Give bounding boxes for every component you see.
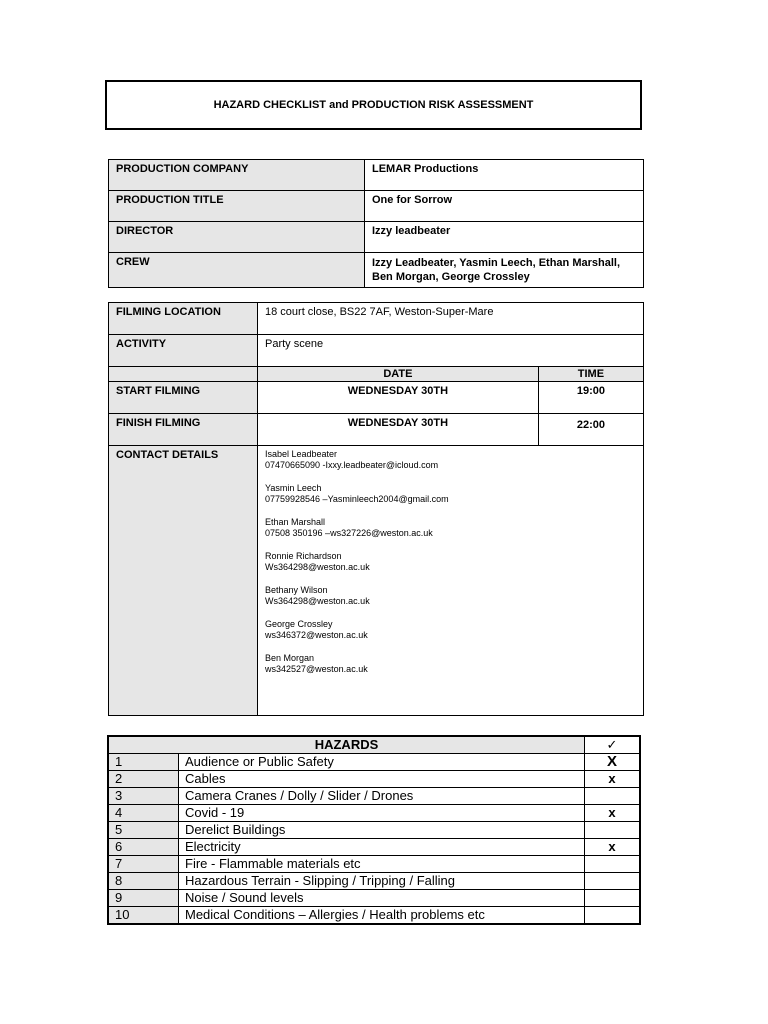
- hazard-number: 8: [108, 873, 179, 890]
- time-header: TIME: [538, 367, 643, 382]
- production-company-value: LEMAR Productions: [365, 160, 644, 191]
- hazard-number: 7: [108, 856, 179, 873]
- hazard-number: 6: [108, 839, 179, 856]
- contact-detail: ws342527@weston.ac.uk: [265, 664, 368, 674]
- hazard-mark: X: [585, 754, 641, 771]
- hazard-name: Covid - 19: [179, 805, 585, 822]
- contact-details-label: CONTACT DETAILS: [109, 446, 258, 716]
- hazard-number: 4: [108, 805, 179, 822]
- hazard-name: Hazardous Terrain - Slipping / Tripping / Falling: [179, 873, 585, 890]
- table-row: [108, 890, 640, 907]
- table-row: [108, 754, 640, 771]
- table-row: [109, 222, 644, 253]
- table-row: [109, 191, 644, 222]
- date-header: DATE: [258, 367, 539, 382]
- hazard-mark: x: [585, 771, 641, 788]
- table-row: [108, 856, 640, 873]
- contact-entry: [265, 619, 636, 641]
- table-row: [109, 414, 644, 446]
- checkmark-icon: ✓: [585, 736, 641, 754]
- contact-entry: [265, 653, 636, 675]
- hazard-number: 3: [108, 788, 179, 805]
- production-company-label: PRODUCTION COMPANY: [109, 160, 365, 191]
- production-table: [108, 159, 644, 288]
- hazard-number: 9: [108, 890, 179, 907]
- director-label: DIRECTOR: [109, 222, 365, 253]
- contact-name: Isabel Leadbeater: [265, 449, 338, 459]
- production-title-label: PRODUCTION TITLE: [109, 191, 365, 222]
- crew-label: CREW: [109, 253, 365, 288]
- date-time-header-spacer: [109, 367, 258, 382]
- hazard-number: 10: [108, 907, 179, 925]
- table-row: [108, 822, 640, 839]
- hazard-mark: [585, 788, 641, 805]
- hazard-name: Audience or Public Safety: [179, 754, 585, 771]
- contact-entry: [265, 585, 636, 607]
- hazard-name: Camera Cranes / Dolly / Slider / Drones: [179, 788, 585, 805]
- hazard-name: Medical Conditions – Allergies / Health problems etc: [179, 907, 585, 925]
- contact-detail: Ws364298@weston.ac.uk: [265, 596, 370, 606]
- production-title-value: One for Sorrow: [365, 191, 644, 222]
- document-title: HAZARD CHECKLIST and PRODUCTION RISK ASSESSMENT: [105, 80, 642, 130]
- hazard-number: 5: [108, 822, 179, 839]
- contact-list: [258, 446, 644, 716]
- table-row: [109, 382, 644, 414]
- start-date: WEDNESDAY 30TH: [258, 382, 539, 414]
- filming-table: [108, 302, 644, 716]
- contact-detail: 07470665090 -Ixxy.leadbeater@icloud.com: [265, 460, 439, 470]
- table-row: [108, 788, 640, 805]
- table-row: [108, 771, 640, 788]
- table-row: [108, 805, 640, 822]
- contact-name: Ben Morgan: [265, 653, 315, 663]
- hazards-header: HAZARDS: [108, 736, 585, 754]
- hazard-name: Fire - Flammable materials etc: [179, 856, 585, 873]
- table-row: [108, 736, 640, 754]
- hazard-mark: [585, 907, 641, 925]
- contact-entry: [265, 517, 636, 539]
- start-filming-label: START FILMING: [109, 382, 258, 414]
- filming-location-label: FILMING LOCATION: [109, 303, 258, 335]
- contact-detail: 07759928546 –Yasminleech2004@gmail.com: [265, 494, 449, 504]
- table-row: [109, 253, 644, 288]
- contact-entry: [265, 483, 636, 505]
- contact-detail: Ws364298@weston.ac.uk: [265, 562, 370, 572]
- hazard-name: Derelict Buildings: [179, 822, 585, 839]
- hazard-number: 1: [108, 754, 179, 771]
- table-row: [109, 446, 644, 716]
- hazard-mark: x: [585, 839, 641, 856]
- activity-value: Party scene: [258, 335, 644, 367]
- contact-name: Ethan Marshall: [265, 517, 326, 527]
- crew-value: Izzy Leadbeater, Yasmin Leech, Ethan Marshall, Ben Morgan, George Crossley: [365, 253, 644, 288]
- start-time: 19:00: [538, 382, 643, 414]
- contact-name: Yasmin Leech: [265, 483, 322, 493]
- finish-time: 22:00: [538, 414, 643, 446]
- hazard-number: 2: [108, 771, 179, 788]
- table-row: [109, 367, 644, 382]
- hazard-mark: [585, 856, 641, 873]
- contact-name: George Crossley: [265, 619, 333, 629]
- hazard-mark: [585, 822, 641, 839]
- table-row: [108, 873, 640, 890]
- contact-detail: ws346372@weston.ac.uk: [265, 630, 368, 640]
- hazards-table: [107, 735, 641, 925]
- finish-date: WEDNESDAY 30TH: [258, 414, 539, 446]
- activity-label: ACTIVITY: [109, 335, 258, 367]
- contact-name: Bethany Wilson: [265, 585, 328, 595]
- contact-detail: 07508 350196 –ws327226@weston.ac.uk: [265, 528, 433, 538]
- table-row: [108, 839, 640, 856]
- hazard-mark: [585, 873, 641, 890]
- hazard-name: Electricity: [179, 839, 585, 856]
- filming-location-value: 18 court close, BS22 7AF, Weston-Super-Mare: [258, 303, 644, 335]
- table-row: [109, 303, 644, 335]
- table-row: [109, 335, 644, 367]
- hazard-mark: x: [585, 805, 641, 822]
- contact-entry: [265, 449, 636, 471]
- contact-entry: [265, 551, 636, 573]
- table-row: [108, 907, 640, 925]
- director-value: Izzy leadbeater: [365, 222, 644, 253]
- table-row: [109, 160, 644, 191]
- contact-name: Ronnie Richardson: [265, 551, 342, 561]
- hazard-name: Noise / Sound levels: [179, 890, 585, 907]
- hazard-mark: [585, 890, 641, 907]
- hazard-name: Cables: [179, 771, 585, 788]
- finish-filming-label: FINISH FILMING: [109, 414, 258, 446]
